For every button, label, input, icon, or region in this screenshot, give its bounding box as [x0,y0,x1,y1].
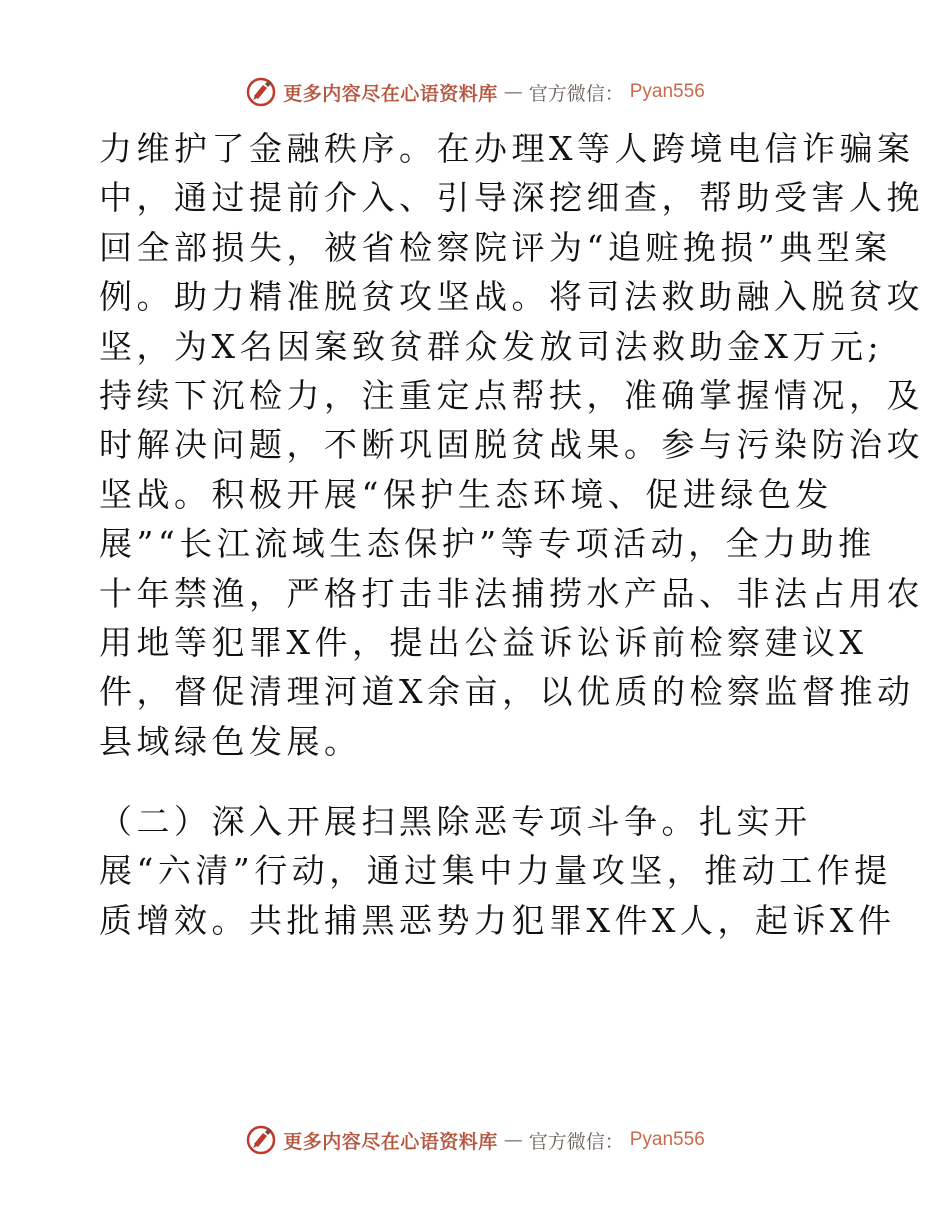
paragraph-2 [99,797,896,945]
text-line: 回全部损失，被省检察院评为“追赃挽损”典型案 [99,227,892,267]
paragraph-gap [99,766,859,797]
paragraph-1 [99,124,924,766]
text-line: 质增效。共批捕黑恶势力犯罪X件X人，起诉X件 [99,900,896,940]
text-line: 十年禁渔，严格打击非法捕捞水产品、非法占用农 [99,573,924,613]
banner-separator: — [503,1129,523,1151]
text-line: 件，督促清理河道X余亩，以优质的检察监督推动 [99,672,915,712]
document-body [99,124,924,945]
text-line: 力维护了金融秩序。在办理X等人跨境电信诈骗案 [99,129,915,168]
banner-wechat-label: 官方微信： [528,82,624,105]
footer-banner [0,1122,950,1158]
text-line: （二）深入开展扫黑除恶专项斗争。扎实开 [99,802,812,842]
brand-logo-icon [245,1124,277,1156]
banner-wechat-id: Pyan556 [629,81,705,102]
banner-separator: — [503,81,523,103]
text-line: 用地等犯罪X件，提出公益诉讼诉前检察建议X [99,622,868,662]
header-banner [0,74,950,110]
text-line: 时解决问题，不断巩固脱贫战果。参与污染防治攻 [99,425,924,465]
text-line: 县域绿色发展。 [99,721,362,761]
text-line: 例。助力精准脱贫攻坚战。将司法救助融入脱贫攻 [99,277,924,317]
text-line: 坚，为X名因案致贫群众发放司法救助金X万元; [99,326,884,366]
brand-logo-icon [245,76,277,108]
banner-wechat-label: 官方微信： [528,1130,624,1153]
text-line: 持续下沉检力，注重定点帮扶，准确掌握情况，及 [99,375,924,415]
banner-brand-text: 更多内容尽在心语资料库 [283,82,498,105]
banner-brand-text: 更多内容尽在心语资料库 [283,1130,498,1153]
text-line: 坚战。积极开展“保护生态环境、促进绿色发 [99,474,833,514]
text-line: 展“六清”行动，通过集中力量攻坚，推动工作提 [99,851,892,891]
banner-wechat-id: Pyan556 [629,1129,705,1150]
text-line: 中，通过提前介入、引导深挖细查，帮助受害人挽 [99,178,924,218]
text-line: 展”“长江流域生态保护”等专项活动，全力助推 [99,524,876,564]
